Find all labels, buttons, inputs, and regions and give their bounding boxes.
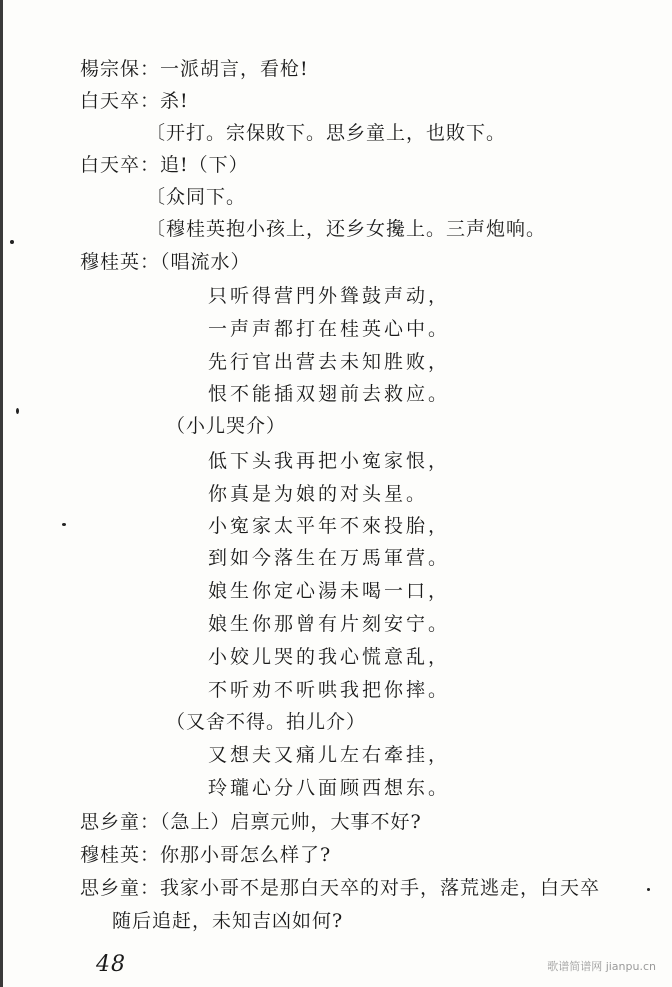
line-text: （唱流水）: [160, 251, 251, 273]
stage-direction: [146, 121, 506, 145]
ink-speck: [647, 888, 650, 891]
speaker-name: 楊宗保：: [80, 58, 161, 80]
page-edge-shadow: [0, 0, 3, 987]
speaker-name: 穆桂英：: [80, 251, 161, 273]
line-text: 你那小哥怎么样了?: [160, 844, 332, 866]
verse-line: [208, 482, 428, 506]
dialogue-line: [80, 810, 422, 834]
dialogue-line: [80, 250, 251, 274]
verse-line: [208, 743, 450, 767]
line-text: （又舍不得。拍儿介）: [166, 711, 367, 733]
ink-speck: [16, 408, 19, 414]
line-text: 玲瓏心分八面顾西想东。: [208, 777, 451, 799]
dialogue-line: [80, 153, 249, 177]
speaker-name: 思乡童：: [80, 811, 161, 833]
verse-line: [208, 612, 450, 636]
line-text: 你真是为娘的对头星。: [208, 483, 429, 505]
line-text: 追!（下）: [160, 154, 249, 176]
line-text: 〔开打。宗保敗下。思乡童上，也敗下。: [146, 122, 507, 144]
speaker-name: 思乡童：: [80, 877, 161, 899]
verse-line: [208, 350, 450, 374]
speaker-name: 白天卒：: [80, 154, 161, 176]
stage-direction: [146, 217, 546, 241]
line-text: （急上）启禀元帅，大事不好?: [160, 811, 422, 833]
line-text: 我家小哥不是那白天卒的对手，落荒逃走，白天卒: [160, 877, 601, 899]
line-text: （小儿哭介）: [166, 415, 287, 437]
line-text: 小姣儿哭的我心慌意乱，: [208, 646, 451, 668]
line-text: 小寃家太平年不來投胎，: [208, 515, 451, 537]
line-text: 只听得营門外聳鼓声动，: [208, 285, 451, 307]
verse-line: [208, 546, 450, 570]
line-text: 又想夫又痛儿左右牽挂，: [208, 744, 451, 766]
line-text: 随后追赶，未知吉凶如何?: [112, 910, 344, 932]
verse-line: [208, 776, 450, 800]
verse-line: [208, 645, 450, 669]
dialogue-line: [80, 89, 189, 113]
verse-line: [208, 382, 450, 406]
stage-cue: [166, 414, 286, 438]
line-text: 〔穆桂英抱小孩上，还乡女攙上。三声炮响。: [146, 218, 547, 240]
verse-line: [208, 678, 450, 702]
line-text: 低下头我再把小寃家恨，: [208, 450, 451, 472]
line-text: 〔众同下。: [146, 186, 247, 208]
stage-direction: [146, 185, 246, 209]
dialogue-line: [80, 57, 309, 81]
verse-line: [208, 449, 450, 473]
ink-speck: [62, 523, 66, 526]
line-text: 不听劝不听哄我把你摔。: [208, 679, 451, 701]
verse-line: [208, 284, 450, 308]
verse-line: [208, 514, 450, 538]
line-text: 一派胡言，看枪!: [160, 58, 309, 80]
dialogue-line: [80, 876, 600, 900]
line-text: 先行官出营去未知胜败，: [208, 351, 451, 373]
line-text: 娘生你那曾有片刻安宁。: [208, 613, 451, 635]
speaker-name: 穆桂英：: [80, 844, 161, 866]
dialogue-continuation: [112, 909, 343, 933]
stage-cue: [166, 710, 366, 734]
page-number: 48: [96, 952, 126, 977]
line-text: 恨不能插双翅前去救应。: [208, 383, 451, 405]
verse-line: [208, 579, 450, 603]
line-text: 到如今落生在万馬軍营。: [208, 547, 451, 569]
verse-line: [208, 317, 450, 341]
line-text: 杀!: [160, 90, 189, 112]
line-text: 娘生你定心湯未喝一口，: [208, 580, 451, 602]
dialogue-line: [80, 843, 331, 867]
line-text: 一声声都打在桂英心中。: [208, 318, 451, 340]
site-watermark: 歌谱简谱网 jianpu.cn: [547, 960, 656, 973]
speaker-name: 白天卒：: [80, 90, 161, 112]
ink-speck: [10, 240, 14, 244]
